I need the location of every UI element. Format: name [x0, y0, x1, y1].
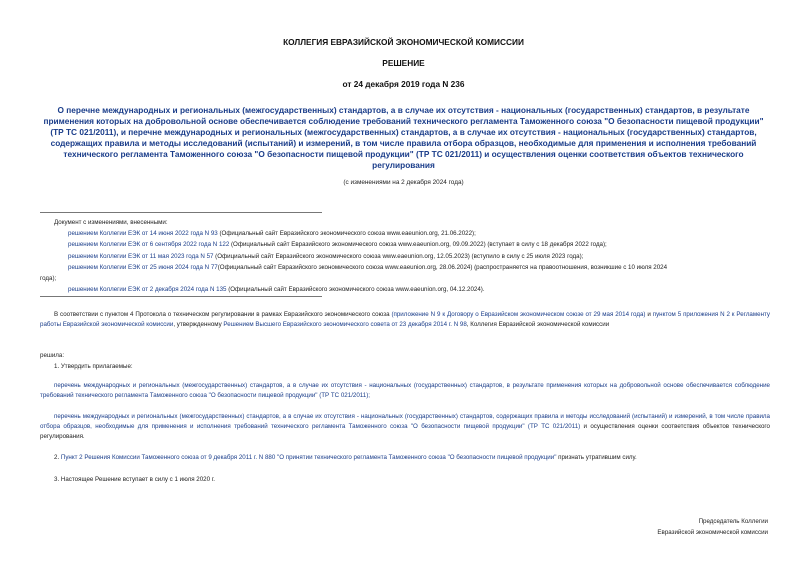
change-item: решением Коллегии ЕЭК от 11 мая 2023 года N 57 (Официальный сайт Евразийского экономического союза www.eaeunion.org, 12.05.2023) (вступило в силу с 25 июля 2023 года);: [68, 252, 584, 260]
change-item-continuation: года);: [40, 275, 57, 283]
title-link[interactable]: перечне международных и региональных (межгосударственных) стандартов, а в случае их отсутствия - национальных (государственных) стандартов, в результате применения которых на добровольной основе обеспечивается соблюдение требований технического регламента Таможенного союза "О безопасности пищевой продукции" (ТР ТС 021/2011), и перечне международных и региональных (межгосударственных) стандартов, а в случае их отсутствия - национальных (государственных) стандартов, содержащих правила и методы исследований (испытаний) и измерений, в том числе правила отбора образцов, необходимые для применения и исполнения требований технического регламента Таможенного союза "О безопасности пищевой продукции" (ТР ТС 021/2011) и осуществления оценки соответствия объектов технического регулирования: [43, 105, 764, 170]
resolved-label: решила:: [40, 352, 65, 359]
list-item-2: перечень международных и региональных (межгосударственных) стандартов, а в случае их отсутствия - национальных (государственных) стандартов, содержащих правила и методы исследований (испытаний) и измерений, в том числе правила отбора образцов, необходимые для применения и исполнения требований технического регламента Таможенного союза "О безопасности пищевой продукции" (ТР ТС 021/2011) и осуществления оценки соответствия объектов технического регулирования.: [40, 413, 770, 441]
item-1: 1. Утвердить прилагаемые:: [54, 363, 133, 370]
change-link[interactable]: решением Коллегии ЕЭК от 25 июня 2024 года N 77: [68, 263, 218, 271]
preamble-paragraph: В соответствии с пунктом 4 Протокола о техническом регулировании в рамках Евразийского экономического союза (приложение N 9 к Договору о Евразийском экономическом союзе от 29 мая 2014 года) и пунктом 5 приложения N 2 к Регламенту работы Евразийской экономической комиссии, утвержденному Решением Высшего Евразийского экономического совета от 23 декабря 2014 г. N 98, Коллегия Евразийской экономической комиссии: [40, 311, 770, 329]
list-link-1[interactable]: перечень международных и региональных (межгосударственных) стандартов, а в случае их отсутствия - национальных (государственных) стандартов, в результате применения которых на добровольной основе обеспечивается соблюдение требований технического регламента Таможенного союза "О безопасности пищевой продукции" (ТР ТС 021/2011);: [40, 382, 770, 400]
amend-note: (с изменениями на 2 декабря 2024 года): [343, 179, 464, 186]
item-2-link[interactable]: Пункт 2 Решения Комиссии Таможенного союза от 9 декабря 2011 г. N 880 "О принятии технического регламента Таможенного союза "О безопасности пищевой продукции": [60, 454, 557, 461]
date-number-heading: от 24 декабря 2019 года N 236: [342, 79, 465, 89]
signature-block: [657, 516, 768, 538]
item-2: 2. Пункт 2 Решения Комиссии Таможенного союза от 9 декабря 2011 г. N 880 "О принятии технического регламента Таможенного союза "О безопасности пищевой продукции" признать утратившим силу.: [54, 454, 637, 461]
item-3: 3. Настоящее Решение вступает в силу с 1 июля 2020 г.: [54, 476, 215, 483]
changes-list: [40, 217, 770, 295]
signature-line-2: Евразийской экономической комиссии: [657, 529, 768, 536]
list-link-2[interactable]: перечень международных и региональных (межгосударственных) стандартов, а в случае их отсутствия - национальных (государственных) стандартов, содержащих правила и методы исследований (испытаний) и измерений, в том числе правила отбора образцов, необходимые для применения и исполнения требований технического регламента Таможенного союза "О безопасности пищевой продукции" (ТР ТС 021/2011): [40, 413, 770, 431]
list-item-1: [40, 381, 770, 401]
change-item: решением Коллегии ЕЭК от 14 июня 2022 года N 93 (Официальный сайт Евразийского экономического союза www.eaeunion.org, 21.06.2022);: [68, 230, 476, 238]
changes-bottom-divider: [40, 296, 322, 297]
change-item: решением Коллегии ЕЭК от 25 июня 2024 года N 77(Официальный сайт Евразийского экономического союза www.eaeunion.org, 28.06.2024) (распространяется на правоотношения, возникшие с 10 июля 2024: [68, 263, 668, 271]
change-link[interactable]: решением Коллегии ЕЭК от 14 июня 2022 года N 93: [68, 230, 218, 238]
preamble-link-regulation[interactable]: пунктом 5 приложения N 2 к Регламенту работы Евразийской экономической комиссии: [40, 311, 770, 329]
doc-type-heading: РЕШЕНИЕ: [382, 58, 425, 68]
change-link[interactable]: решением Коллегии ЕЭК от 11 мая 2023 года N 57: [68, 252, 214, 260]
changes-top-divider: [40, 212, 322, 213]
preamble-link-protocol[interactable]: (приложение N 9 к Договору о Евразийском экономическом союзе от 29 мая 2014 года): [391, 311, 646, 318]
changes-heading: Документ с изменениями, внесенными:: [54, 219, 168, 226]
change-item: решением Коллегии ЕЭК от 6 сентября 2022 года N 122 (Официальный сайт Евразийского экономического союза www.eaeunion.org, 09.09.2022) (вступает в силу с 18 декабря 2022 года);: [68, 241, 607, 249]
signature-line-1: Председатель Коллегии: [698, 518, 768, 525]
change-link[interactable]: решением Коллегии ЕЭК от 2 декабря 2024 года N 135: [68, 286, 227, 294]
change-link[interactable]: решением Коллегии ЕЭК от 6 сентября 2022 года N 122: [68, 241, 230, 249]
preamble-link-decision[interactable]: Решением Высшего Евразийского экономического совета от 23 декабря 2014 г. N 98: [223, 321, 467, 329]
document-title: [40, 105, 767, 170]
org-heading: КОЛЛЕГИЯ ЕВРАЗИЙСКОЙ ЭКОНОМИЧЕСКОЙ КОМИССИИ: [283, 37, 524, 47]
title-prefix: О: [57, 105, 67, 115]
change-item: решением Коллегии ЕЭК от 2 декабря 2024 года N 135 (Официальный сайт Евразийского экономического союза www.eaeunion.org, 04.12.2024).: [68, 286, 485, 294]
